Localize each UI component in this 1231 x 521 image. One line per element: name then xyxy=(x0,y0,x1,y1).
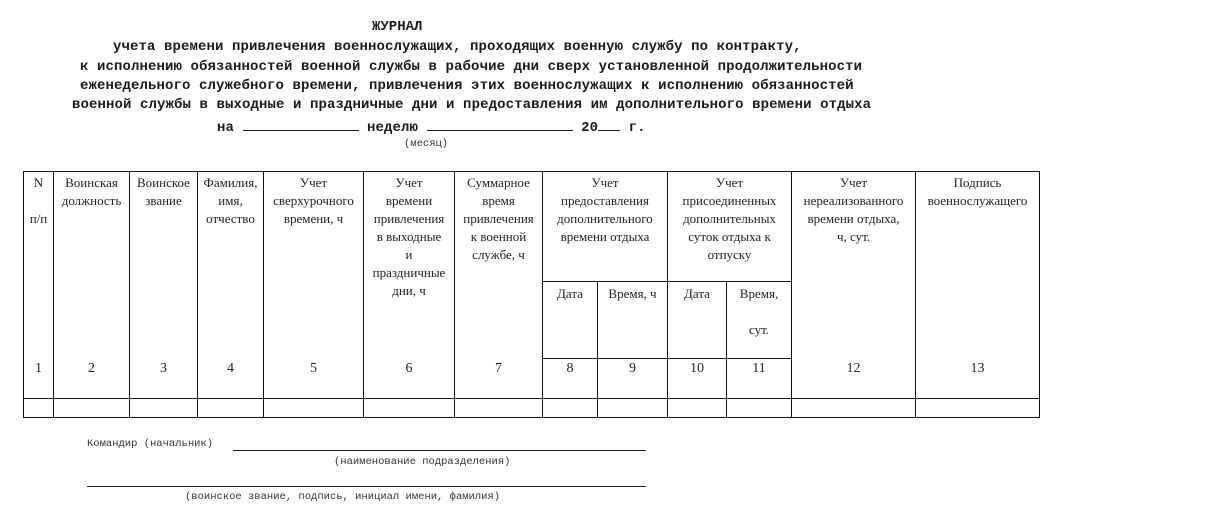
header-label-line: звание xyxy=(145,193,182,208)
header-label-line: Фамилия, xyxy=(203,175,258,190)
header-label-line: суток отдыха к xyxy=(688,229,771,244)
col-header-number xyxy=(24,174,53,228)
header-label-line: Учет xyxy=(715,175,744,190)
header-label-line: Подпись xyxy=(953,175,1002,190)
col-number-12: 12 xyxy=(846,361,861,376)
col-number-9: 9 xyxy=(629,361,636,376)
period-year-suffix: г. xyxy=(628,120,646,136)
header-label-line: к военной xyxy=(470,229,527,244)
col-number-5: 5 xyxy=(310,361,317,376)
col-number-7: 7 xyxy=(495,361,502,376)
period-week-label: неделю xyxy=(367,120,419,136)
month-caption: (месяц) xyxy=(404,138,449,150)
unit-name-caption: (наименование подразделения) xyxy=(334,456,511,468)
header-label-line: привлечения xyxy=(373,211,445,226)
year-blank xyxy=(598,118,620,131)
header-label-line: Дата xyxy=(684,286,710,301)
header-label-line: отчество xyxy=(206,211,255,226)
header-label-line: Учет xyxy=(839,175,868,190)
header-label-line: предоставления xyxy=(561,193,649,208)
col-header-total xyxy=(455,174,542,264)
header-label-line: времени отдыха xyxy=(560,229,650,244)
header-label-line: военнослужащего xyxy=(927,193,1028,208)
col-header-position xyxy=(54,174,129,210)
header-label-line: и xyxy=(405,247,413,262)
header-label-line: сверхурочного xyxy=(273,193,354,208)
header-label-line: Суммарное xyxy=(467,175,530,190)
period-prefix: на xyxy=(217,120,235,136)
header-label-line xyxy=(24,192,53,210)
col-number-10: 10 xyxy=(690,361,704,376)
subheader-days-date xyxy=(668,285,726,303)
title-line-1: учета времени привлечения военнослужащих, проходящих военную службу по контракту, xyxy=(113,39,802,55)
journal-table xyxy=(23,171,1040,418)
col-header-extra-rest xyxy=(543,174,667,246)
title-line-3: еженедельного служебного времени, привлечения этих военнослужащих к исполнению обязанностей xyxy=(80,78,854,94)
col-number-11: 11 xyxy=(752,361,766,376)
header-label-line: времени, ч xyxy=(283,211,344,226)
header-label-line: присоединенных xyxy=(682,193,777,208)
header-label-line: службе, ч xyxy=(472,247,525,262)
header-label-line: Время, ч xyxy=(608,286,657,301)
table-row xyxy=(24,399,1039,417)
header-label-line: имя, xyxy=(218,193,243,208)
col-header-unrealized xyxy=(792,174,915,246)
week-blank xyxy=(427,118,573,131)
header-label-line: п/п xyxy=(29,211,48,226)
header-label-line: ч, сут. xyxy=(836,229,871,244)
header-label-line: праздничные xyxy=(372,265,446,280)
header-label-line: Дата xyxy=(557,286,583,301)
header-label-line: дополнительных xyxy=(683,211,776,226)
header-label-line: времени xyxy=(385,193,433,208)
header-label-line: дни, ч xyxy=(392,283,426,298)
header-label-line: Учет xyxy=(395,175,423,190)
signature-caption: (воинское звание, подпись, инициал имени, фамилия) xyxy=(185,491,501,503)
title-line-4: военной службы в выходные и праздничные дни и предоставления им дополнительного времени отдыха xyxy=(72,97,872,113)
commander-label: Командир (начальник) xyxy=(87,438,214,450)
subheader-rest-time xyxy=(598,285,667,303)
subheader-days-time xyxy=(727,285,791,339)
col-number-8: 8 xyxy=(566,361,574,376)
unit-name-line xyxy=(233,450,646,451)
header-label-line: N xyxy=(33,175,44,190)
header-label-line: отпуску xyxy=(707,247,752,262)
col-number-3: 3 xyxy=(160,361,167,376)
col-number-4: 4 xyxy=(227,361,234,376)
col-header-signature xyxy=(916,174,1039,210)
month-blank xyxy=(243,118,359,131)
period-line xyxy=(217,118,646,136)
header-label-line: Воинская xyxy=(65,175,118,190)
header-label-line: времени отдыха, xyxy=(807,211,900,226)
col-number-1: 1 xyxy=(35,361,42,376)
period-year-label: 20 xyxy=(581,120,599,136)
header-label-line: Учет xyxy=(591,175,619,190)
header-label-line: должность xyxy=(61,193,122,208)
title-line-2: к исполнению обязанностей военной службы в рабочие дни сверх установленной продолжительности xyxy=(80,59,863,75)
col-header-extra-days xyxy=(668,174,791,264)
header-label-line: привлечения xyxy=(463,211,534,226)
col-number-2: 2 xyxy=(88,361,95,376)
header-label-line xyxy=(727,303,791,321)
col-number-6: 6 xyxy=(405,361,413,376)
header-label-line: в выходные xyxy=(376,229,442,244)
col-number-13: 13 xyxy=(970,361,985,376)
col-header-weekend xyxy=(364,174,454,300)
header-label-line: время xyxy=(482,193,515,208)
header-label-line: Время, xyxy=(739,286,779,301)
subheader-rest-date xyxy=(543,285,597,303)
col-header-rank xyxy=(130,174,197,210)
col-header-overtime xyxy=(264,174,363,228)
col-header-name xyxy=(198,174,263,228)
header-label-line: Учет xyxy=(299,175,328,190)
header-label-line: сут. xyxy=(748,322,770,337)
header-label-line: Воинское xyxy=(137,175,190,190)
document-title: ЖУРНАЛ xyxy=(372,19,423,35)
header-label-line: дополнительного xyxy=(557,211,653,226)
signature-line xyxy=(87,486,646,487)
header-label-line: нереализованного xyxy=(803,193,904,208)
